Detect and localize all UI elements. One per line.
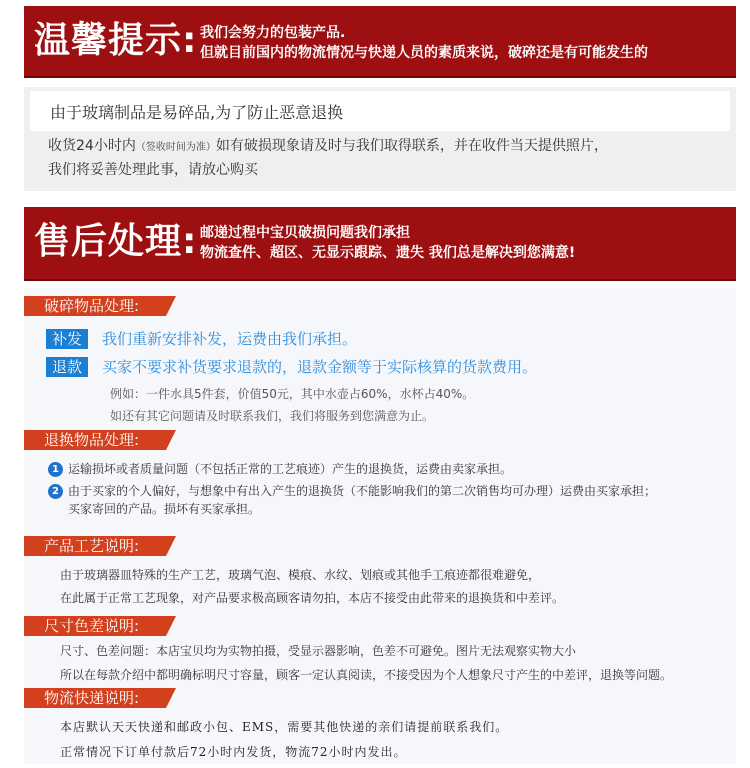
refund-text: 买家不要求补货要求退款的，退款金额等于实际核算的货款费用。 <box>102 358 538 376</box>
warm-notice-line-1: 我们会努力的包装产品. <box>200 25 346 41</box>
after-sale-line-1: 邮递过程中宝贝破损问题我们承担 <box>200 225 410 241</box>
warm-notice-lines <box>200 23 648 63</box>
return-item-1 <box>48 460 512 477</box>
craft-line-1: 由于玻璃器皿特殊的生产工艺，玻璃气泡、模痕、水纹、划痕或其他手工痕迹都很难避免， <box>60 568 541 582</box>
number-2-icon: 2 <box>48 484 63 499</box>
notice-line-1-note: （签收时间为准） <box>135 142 216 153</box>
notice-box <box>24 87 736 191</box>
notice-line-2: 我们将妥善处理此事，请放心购买 <box>48 162 258 178</box>
refund-chip: 退款 <box>46 357 88 377</box>
number-1-icon: 1 <box>48 462 63 477</box>
return-item-2-text: 由于买家的个人偏好，与想象中有出入产生的退换货（不能影响我们的第二次销售均可办理）运费由买家承担； <box>68 484 657 498</box>
notice-heading-bar <box>30 91 730 131</box>
return-goods-tag: 退换物品处理: <box>24 430 166 450</box>
size-line-1: 尺寸、色差问题：本店宝贝均为实物拍摄，受显示器影响，色差不可避免。图片无法观察实物大小 <box>60 644 577 658</box>
notice-body <box>48 135 608 181</box>
return-item-2 <box>48 482 656 499</box>
warm-notice-banner <box>24 6 736 78</box>
craft-tag: 产品工艺说明: <box>24 536 166 556</box>
notice-line-1 <box>48 135 608 159</box>
craft-line-2: 在此属于正常工艺现象，对产品要求极高顾客请勿拍，本店不接受由此带来的退换货和中差评。 <box>60 591 565 605</box>
after-sale-line-2: 物流查件、超区、无显示跟踪、遗失 我们总是解决到您满意! <box>200 245 576 261</box>
size-line-2: 所以在每款介绍中都明确标明尺寸容量，顾客一定认真阅读，不接受因为个人想象尺寸产生的中差评，退换等问题。 <box>60 668 673 682</box>
return-item-1-text: 运输损坏或者质量问题（不包括正常的工艺痕迹）产生的退换货，运费由卖家承担。 <box>68 462 513 476</box>
after-sale-lines <box>200 223 575 263</box>
refund-row <box>46 356 537 377</box>
notice-line-1-b: 如有破损现象请及时与我们取得联系，并在收件当天提供照片， <box>215 138 608 154</box>
after-sale-title: 售后处理: <box>34 221 198 262</box>
shipping-line-2: 正常情况下订单付款后72小时内发货，物流72小时内发出。 <box>60 745 407 759</box>
broken-goods-tag: 破碎物品处理: <box>24 296 166 316</box>
shipping-tag: 物流快递说明: <box>24 688 166 708</box>
shipping-line-1: 本店默认天天快递和邮政小包、EMS，需要其他快递的亲们请提前联系我们。 <box>60 720 509 734</box>
after-sale-banner <box>24 207 736 281</box>
reissue-text: 我们重新安排补发，运费由我们承担。 <box>102 330 358 348</box>
size-color-tag: 尺寸色差说明: <box>24 616 166 636</box>
notice-line-1-a: 收货24小时内 <box>48 138 136 154</box>
warm-notice-title: 温馨提示: <box>34 20 198 61</box>
warm-notice-line-2: 但就目前国内的物流情况与快递人员的素质来说，破碎还是有可能发生的 <box>200 45 648 61</box>
reissue-chip: 补发 <box>46 329 88 349</box>
return-item-2-line-2: 买家寄回的产品。损坏有买家承担。 <box>68 502 261 516</box>
notice-heading: 由于玻璃制品是易碎品,为了防止恶意退换 <box>50 103 344 122</box>
reissue-row <box>46 328 357 349</box>
contact-note: 如还有其它问题请及时联系我们，我们将服务到您满意为止。 <box>110 409 435 423</box>
after-sale-card <box>24 288 736 764</box>
refund-example: 例如：一件水具5件套，价值50元，其中水壶占60%，水杯占40%。 <box>110 387 475 401</box>
